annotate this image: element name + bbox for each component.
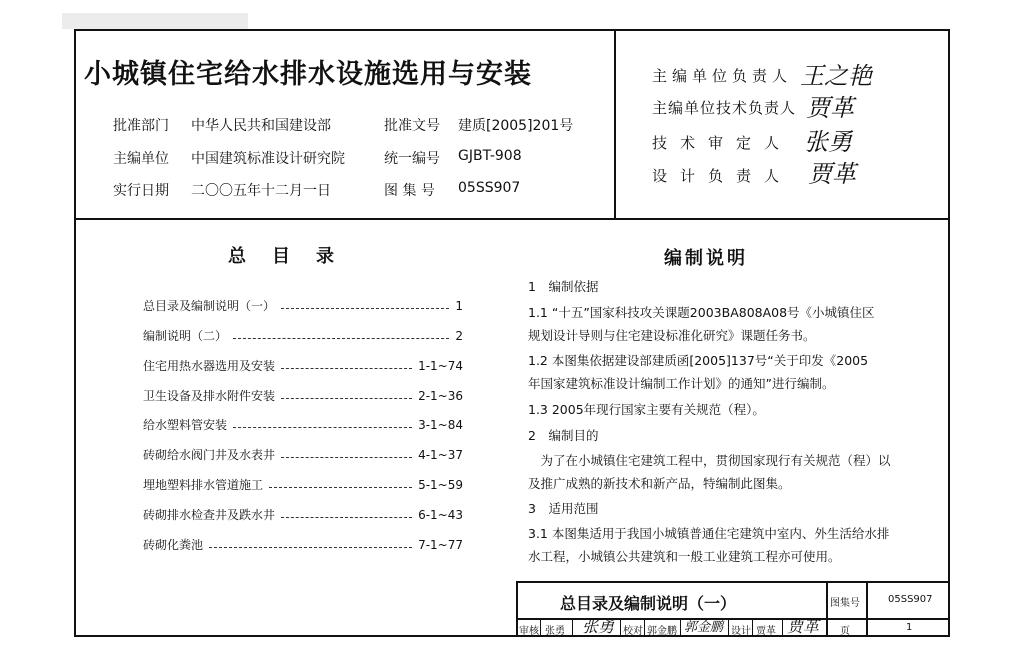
- toc-item: [143, 476, 463, 493]
- design-name: 贾革: [756, 626, 776, 637]
- signature: 贾革: [806, 94, 854, 122]
- toc-item-page: 6-1~43: [418, 507, 463, 522]
- approval-no-value: 建质[2005]201号: [458, 118, 574, 134]
- note-line: 3 适用范围: [528, 501, 599, 516]
- toc-item: [143, 506, 463, 523]
- titleblock-divider: [866, 581, 868, 637]
- toc-item-label: 总目录及编制说明（一）: [143, 299, 276, 313]
- effective-date-value: 二〇〇五年十二月一日: [191, 183, 331, 199]
- toc-leader: [281, 456, 412, 458]
- effective-date-label: 实行日期: [113, 183, 169, 199]
- toc-item-label: 给水塑料管安装: [143, 418, 228, 432]
- toc-item: [143, 357, 463, 374]
- note-line: 年国家建筑标准设计编制工作计划》的通知”进行编制。: [528, 376, 835, 391]
- design-signature: 贾革: [787, 617, 820, 636]
- note-line: 水工程，小城镇公共建筑和一般工业建筑工程亦可使用。: [528, 549, 841, 564]
- frame-right: [948, 29, 950, 637]
- unified-no-label: 统一编号: [384, 151, 440, 167]
- note-line: 1 编制依据: [528, 279, 599, 294]
- approval-no-label: 批准文号: [384, 118, 440, 134]
- note-line: 1.3 2005年现行国家主要有关规范（程）。: [528, 402, 765, 417]
- document-title: 小城镇住宅给水排水设施选用与安装: [84, 59, 532, 90]
- note-line: 3.1 本图集适用于我国小城镇普通住宅建筑中室内、外生活给水排: [528, 526, 890, 541]
- titleblock-top: [516, 581, 950, 583]
- approval-dept-value: 中华人民共和国建设部: [191, 118, 331, 134]
- titleblock-divider: [826, 581, 828, 637]
- toc-item-page: 1-1~74: [418, 358, 463, 373]
- toc-leader: [209, 546, 412, 548]
- atlas-no-label: 图集号: [830, 598, 860, 609]
- toc-leader: [269, 486, 412, 488]
- toc-item: [143, 327, 463, 344]
- toc-item: [143, 387, 463, 404]
- toc-item-page: 4-1~37: [418, 447, 463, 462]
- toc-item-page: 1: [455, 298, 463, 313]
- toc-item-label: 卫生设备及排水附件安装: [143, 389, 276, 403]
- notes-heading: 编制说明: [664, 248, 748, 269]
- atlas-no-value: 05SS907: [888, 594, 933, 605]
- note-line: 1.2 本图集依据建设部建质函[2005]137号“关于印发《2005: [528, 353, 869, 368]
- titleblock-divider: [620, 618, 621, 636]
- frame-top: [74, 29, 950, 31]
- titleblock-divider: [540, 618, 541, 636]
- design-label: 设计: [731, 626, 751, 637]
- toc-item-label: 砖砌给水阀门井及水表井: [143, 448, 276, 462]
- toc-leader: [281, 516, 412, 518]
- note-line: 2 编制目的: [528, 428, 599, 443]
- toc-item: [143, 536, 463, 553]
- titleblock-divider: [680, 618, 681, 636]
- check-signature: 郭金鹏: [684, 620, 724, 635]
- responsible-role: 技术审定人: [652, 134, 793, 152]
- toc-leader: [281, 307, 449, 309]
- header-vertical-divider: [614, 29, 616, 219]
- toc-item-page: 2: [455, 328, 463, 343]
- toc-item-label: 砖砌化粪池: [143, 538, 204, 552]
- toc-item-label: 砖砌排水检查井及跌水井: [143, 508, 276, 522]
- toc-leader: [233, 426, 412, 428]
- toc-heading: 总目录: [228, 246, 360, 267]
- responsible-role: 主编单位负责人: [652, 67, 793, 85]
- signature: 王之艳: [800, 62, 872, 90]
- review-name: 张勇: [545, 626, 565, 637]
- check-name: 郭金鹏: [647, 626, 677, 637]
- signature: 张勇: [804, 128, 852, 156]
- note-line: 规划设计导则与住宅建设标准化研究》课题任务书。: [528, 328, 816, 343]
- toc-item: [143, 297, 463, 314]
- editor-unit-label: 主编单位: [113, 151, 169, 167]
- toc-item-page: 2-1~36: [418, 388, 463, 403]
- titleblock-divider: [572, 618, 573, 636]
- toc-item-label: 编制说明（二）: [143, 329, 228, 343]
- drawing-title: 总目录及编制说明（一）: [560, 594, 737, 613]
- responsible-role: 主编单位技术负责人: [652, 99, 797, 117]
- check-label: 校对: [623, 626, 643, 637]
- titleblock-divider: [644, 618, 645, 636]
- toc-leader: [281, 367, 412, 369]
- page-number: 1: [906, 622, 913, 633]
- approval-dept-label: 批准部门: [113, 118, 169, 134]
- toc-item: [143, 446, 463, 463]
- toc-leader: [233, 337, 449, 339]
- toc-item-page: 3-1~84: [418, 417, 463, 432]
- review-label: 审核: [519, 626, 539, 637]
- toc-item-page: 7-1~77: [418, 537, 463, 552]
- note-line: 及推广成熟的新技术和新产品，特编制此图集。: [528, 476, 791, 491]
- titleblock-left: [516, 581, 518, 637]
- unified-no-value: GJBT-908: [458, 148, 522, 164]
- note-line: 1.1 “十五”国家科技攻关课题2003BA808A08号《小城镇住区: [528, 305, 875, 320]
- titleblock-divider: [782, 618, 783, 636]
- review-signature: 张勇: [582, 617, 615, 636]
- header-divider: [74, 218, 950, 220]
- titleblock-divider: [728, 618, 729, 636]
- titleblock-divider: [752, 618, 753, 636]
- page-label: 页: [840, 626, 850, 637]
- frame-left: [74, 29, 76, 637]
- toc-item-label: 住宅用热水器选用及安装: [143, 359, 276, 373]
- responsible-role: 设计负责人: [652, 167, 793, 185]
- editor-unit-value: 中国建筑标准设计研究院: [191, 151, 345, 167]
- scan-strip: [62, 13, 248, 29]
- toc-item: [143, 416, 463, 433]
- toc-leader: [281, 397, 412, 399]
- toc-item-label: 埋地塑料排水管道施工: [143, 478, 264, 492]
- atlas-no-label: 图 集 号: [384, 183, 435, 199]
- note-line: 为了在小城镇住宅建筑工程中，贯彻国家现行有关规范（程）以: [528, 453, 891, 468]
- atlas-no-value: 05SS907: [458, 180, 521, 196]
- signature: 贾革: [808, 160, 856, 188]
- toc-item-page: 5-1~59: [418, 477, 463, 492]
